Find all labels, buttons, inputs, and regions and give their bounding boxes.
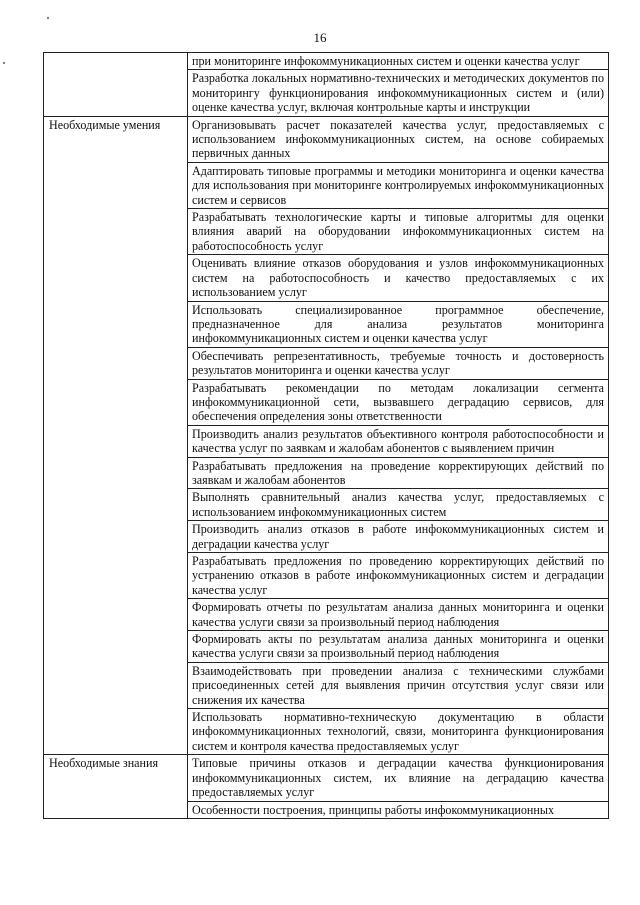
row-label [44, 801, 188, 818]
competency-table [43, 52, 609, 819]
row-text: Формировать отчеты по результатам анализа данных мониторинга и оценки качества услуги связи за произвольный период наблюдения [188, 599, 609, 631]
row-text: Обеспечивать репрезентативность, требуемые точность и достоверность результатов мониторинга и оценки качества услуг [188, 347, 609, 379]
row-label [44, 53, 188, 70]
table-row [44, 301, 609, 347]
row-label [44, 489, 188, 521]
table-row [44, 801, 609, 818]
row-label [44, 553, 188, 599]
row-text: Организовывать расчет показателей качества услуг, предоставляемых с использованием инфокоммуникационных систем, на основе собираемых первичных данных [188, 116, 609, 162]
row-text: Разрабатывать рекомендации по методам локализации сегмента инфокоммуникационной сети, вызвавшего деградацию сервисов, для обеспечения определения зоны ответственности [188, 379, 609, 425]
section-label-knowledge: Необходимые знания [44, 755, 188, 801]
row-label [44, 301, 188, 347]
row-label [44, 347, 188, 379]
row-label [44, 209, 188, 255]
table-row [44, 755, 609, 801]
table-row [44, 662, 609, 708]
table-row [44, 553, 609, 599]
row-label [44, 662, 188, 708]
row-text: Разрабатывать предложения на проведение корректирующих действий по заявкам и жалобам абонентов [188, 457, 609, 489]
table-row [44, 70, 609, 116]
row-text: Использовать нормативно-техническую документацию в области инфокоммуникационных технологий, связи, мониторинга функционирования систем и контроля качества предоставляемых услуг [188, 709, 609, 755]
section-label-skills: Необходимые умения [44, 116, 188, 162]
table-row [44, 255, 609, 301]
scan-artifact-dot [47, 17, 49, 19]
row-label [44, 162, 188, 208]
row-text: Использовать специализированное программное обеспечение, предназначенное для анализа результатов мониторинга инфокоммуникационных систем и оценки качества услуг [188, 301, 609, 347]
table-row [44, 521, 609, 553]
table-row [44, 379, 609, 425]
page-number: 16 [313, 30, 327, 45]
row-text: Разрабатывать технологические карты и типовые алгоритмы для оценки влияния аварий на оборудовании инфокоммуникационных систем на работоспособность услуг [188, 209, 609, 255]
row-label [44, 631, 188, 663]
table-row [44, 631, 609, 663]
row-label [44, 709, 188, 755]
table-row [44, 347, 609, 379]
table-row [44, 709, 609, 755]
row-text: Производить анализ отказов в работе инфокоммуникационных систем и деградации качества услуг [188, 521, 609, 553]
row-label [44, 599, 188, 631]
row-text: Разработка локальных нормативно-технических и методических документов по мониторингу функционирования инфокоммуникационных систем и (или) оценке качества услуг, включая контрольные карты и инструкции [188, 70, 609, 116]
row-label [44, 70, 188, 116]
table-row [44, 162, 609, 208]
row-label [44, 521, 188, 553]
row-label [44, 457, 188, 489]
row-text: Разрабатывать предложения по проведению корректирующих действий по устранению отказов в работе инфокоммуникационных систем и деградации качества услуг [188, 553, 609, 599]
table-row [44, 489, 609, 521]
row-text: Формировать акты по результатам анализа данных мониторинга и оценки качества услуги связи за произвольный период наблюдения [188, 631, 609, 663]
row-text: Выполнять сравнительный анализ качества услуг, предоставляемых с использованием инфокоммуникационных систем [188, 489, 609, 521]
table-row [44, 53, 609, 70]
row-text: при мониторинге инфокоммуникационных систем и оценки качества услуг [188, 53, 609, 70]
table-row [44, 457, 609, 489]
table-row [44, 599, 609, 631]
row-text: Производить анализ результатов объективного контроля работоспособности и качества услуг по заявкам и жалобам абонентов с выявлением причин [188, 425, 609, 457]
scan-artifact-dot [3, 62, 5, 64]
row-text: Особенности построения, принципы работы инфокоммуникационных [188, 801, 609, 818]
row-label [44, 255, 188, 301]
table-row [44, 209, 609, 255]
row-label [44, 379, 188, 425]
row-text: Взаимодействовать при проведении анализа с техническими службами присоединенных сетей для выявления причин отсутствия услуг связи или снижения их качества [188, 662, 609, 708]
table-row [44, 116, 609, 162]
row-label [44, 425, 188, 457]
table-row [44, 425, 609, 457]
row-text: Адаптировать типовые программы и методики мониторинга и оценки качества для использования при мониторинге контролируемых инфокоммуникационных систем и сервисов [188, 162, 609, 208]
row-text: Оценивать влияние отказов оборудования и узлов инфокоммуникационных систем на работоспособность и качество предоставляемых с их использованием услуг [188, 255, 609, 301]
row-text: Типовые причины отказов и деградации качества функционирования инфокоммуникационных систем, их влияние на деградацию качества предоставляемых услуг [188, 755, 609, 801]
